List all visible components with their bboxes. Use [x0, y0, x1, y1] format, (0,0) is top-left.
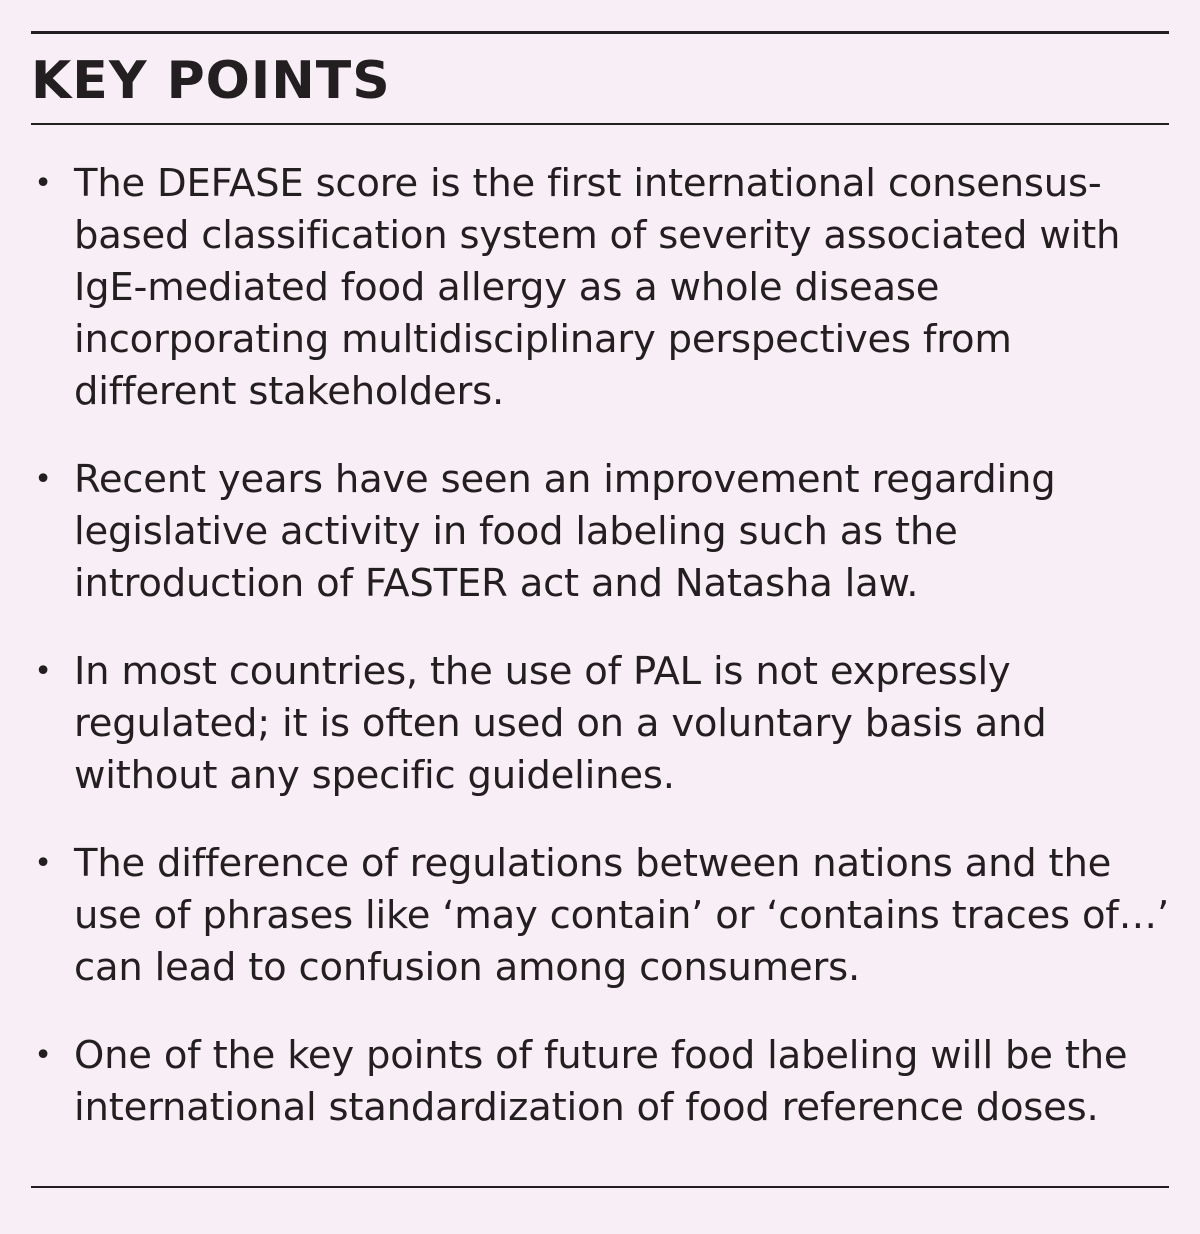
key-point-text: Recent years have seen an improvement regarding legislative activity in food labeling such as the introduction of FASTER act and Natasha law.: [74, 457, 1056, 606]
bullet-icon: •: [34, 654, 52, 689]
key-point-5: [0, 1030, 1200, 1134]
key-point-4: [0, 838, 1200, 994]
top-divider: [31, 31, 1169, 34]
bottom-divider: [31, 1186, 1169, 1188]
key-point-text: In most countries, the use of PAL is not expressly regulated; it is often used on a voluntary basis and without any specific guidelines.: [74, 649, 1047, 798]
key-point-text: One of the key points of future food labeling will be the international standardization of food reference doses.: [74, 1033, 1128, 1130]
title-divider: [31, 123, 1169, 125]
key-point-text: The difference of regulations between nations and the use of phrases like ‘may contain’ or ‘contains traces of…’ can lead to confusion among consumers.: [74, 841, 1169, 990]
bullet-icon: •: [34, 462, 52, 497]
key-points-list: [0, 158, 1200, 1170]
bullet-icon: •: [34, 1038, 52, 1073]
key-point-1: [0, 158, 1200, 418]
bullet-icon: •: [34, 846, 52, 881]
key-points-title: KEY POINTS: [31, 51, 391, 111]
bullet-icon: •: [34, 166, 52, 201]
key-point-2: [0, 454, 1200, 610]
key-point-3: [0, 646, 1200, 802]
key-point-text: The DEFASE score is the first international consensus-based classification system of severity associated with IgE-mediated food allergy as a whole disease incorporating multidisciplinary perspectives from different stakeholders.: [74, 161, 1121, 414]
